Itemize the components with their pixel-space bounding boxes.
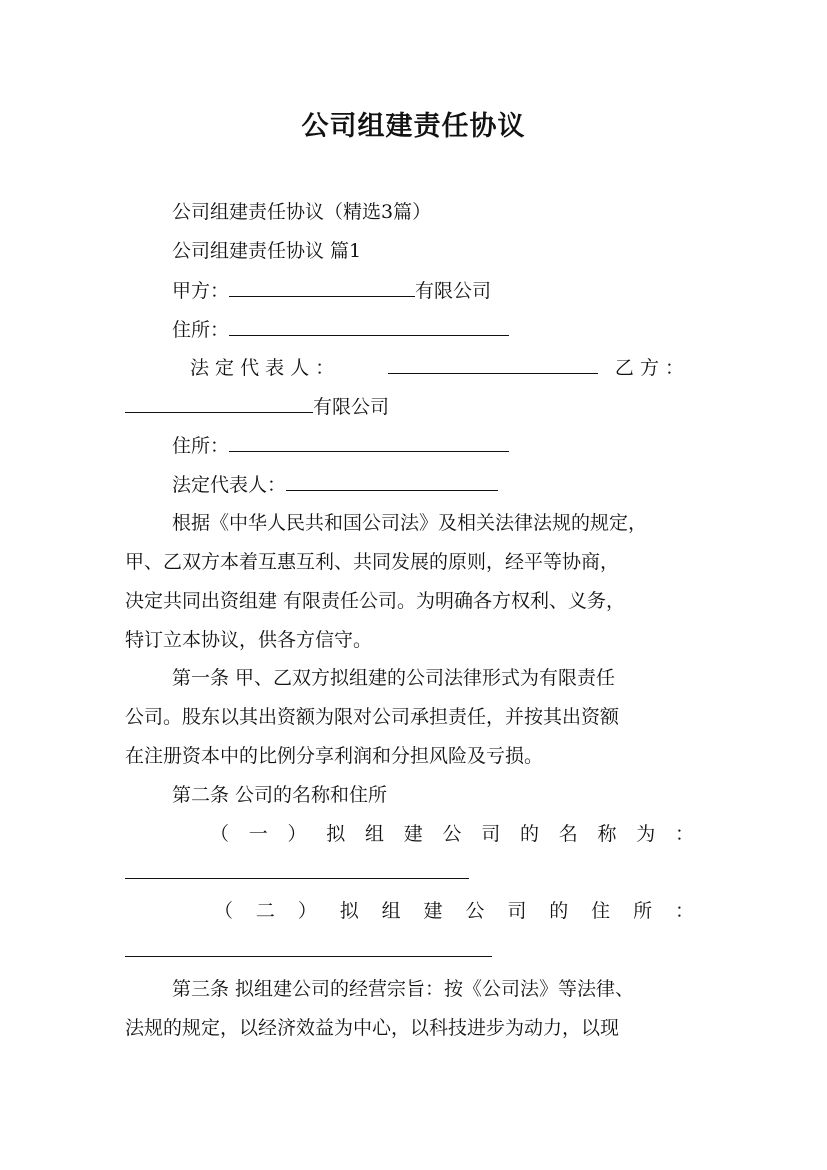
- party-a-address-line: [172, 317, 509, 342]
- document-title: 公司组建责任协议: [301, 111, 526, 142]
- article-line: 在注册资本中的比例分享利润和分担风险及亏损。: [125, 745, 544, 767]
- party-a-address-blank: [229, 317, 509, 336]
- section-heading: 公司组建责任协议 篇1: [172, 240, 362, 262]
- company-address-line: （ 二 ） 拟 组 建 公 司 的 住 所 ：: [214, 900, 694, 922]
- legal-rep-a-label: 法 定 代 表 人 ：: [190, 357, 335, 379]
- company-address-blank: [125, 938, 492, 957]
- legal-rep-a-blank: [388, 355, 598, 374]
- party-a-line: [172, 278, 491, 303]
- article-line: 第一条 甲、乙双方拟组建的公司法律形式为有限责任: [172, 667, 616, 689]
- article-line: 公司。股东以其出资额为限对公司承担责任，并按其出资额: [125, 706, 620, 728]
- article-line: 法规的规定，以经济效益为中心，以科技进步为动力，以现: [125, 1017, 620, 1039]
- party-b-label: 乙 方 ：: [614, 357, 684, 379]
- paragraph-line: 根据《中华人民共和国公司法》及相关法律法规的规定，: [172, 512, 648, 534]
- company-name-blank: [125, 860, 469, 879]
- paragraph-line: 特订立本协议，供各方信守。: [125, 629, 373, 651]
- party-b-suffix: 有限公司: [313, 396, 390, 418]
- article-line: 第三条 拟组建公司的经营宗旨：按《公司法》等法律、: [172, 978, 635, 1000]
- legal-rep-b-line: [172, 472, 498, 497]
- party-b-address-blank: [229, 433, 509, 452]
- legal-rep-b-label: 法定代表人：: [172, 474, 287, 496]
- legal-rep-party-b-line: [190, 355, 694, 380]
- party-b-address-line: [172, 433, 509, 458]
- party-b-address-label: 住所：: [172, 435, 230, 457]
- company-name-line: （ 一 ） 拟 组 建 公 司 的 名 称 为 ：: [210, 823, 694, 845]
- party-a-suffix: 有限公司: [415, 280, 492, 302]
- subtitle-line: 公司组建责任协议（精选3篇）: [172, 201, 432, 223]
- party-a-address-label: 住所：: [172, 319, 230, 341]
- company-address-blank-line: [125, 938, 492, 963]
- paragraph-line: 甲、乙双方本着互惠互利、共同发展的原则，经平等协商，: [125, 551, 620, 573]
- party-b-line: [125, 394, 389, 419]
- party-a-blank: [229, 278, 415, 297]
- paragraph-line: 决定共同出资组建 有限责任公司。为明确各方权利、义务，: [125, 590, 626, 612]
- article-heading: 第二条 公司的名称和住所: [172, 784, 388, 806]
- company-name-blank-line: [125, 860, 469, 885]
- party-b-blank: [125, 394, 313, 413]
- legal-rep-b-blank: [286, 472, 498, 491]
- party-a-label: 甲方：: [172, 280, 230, 302]
